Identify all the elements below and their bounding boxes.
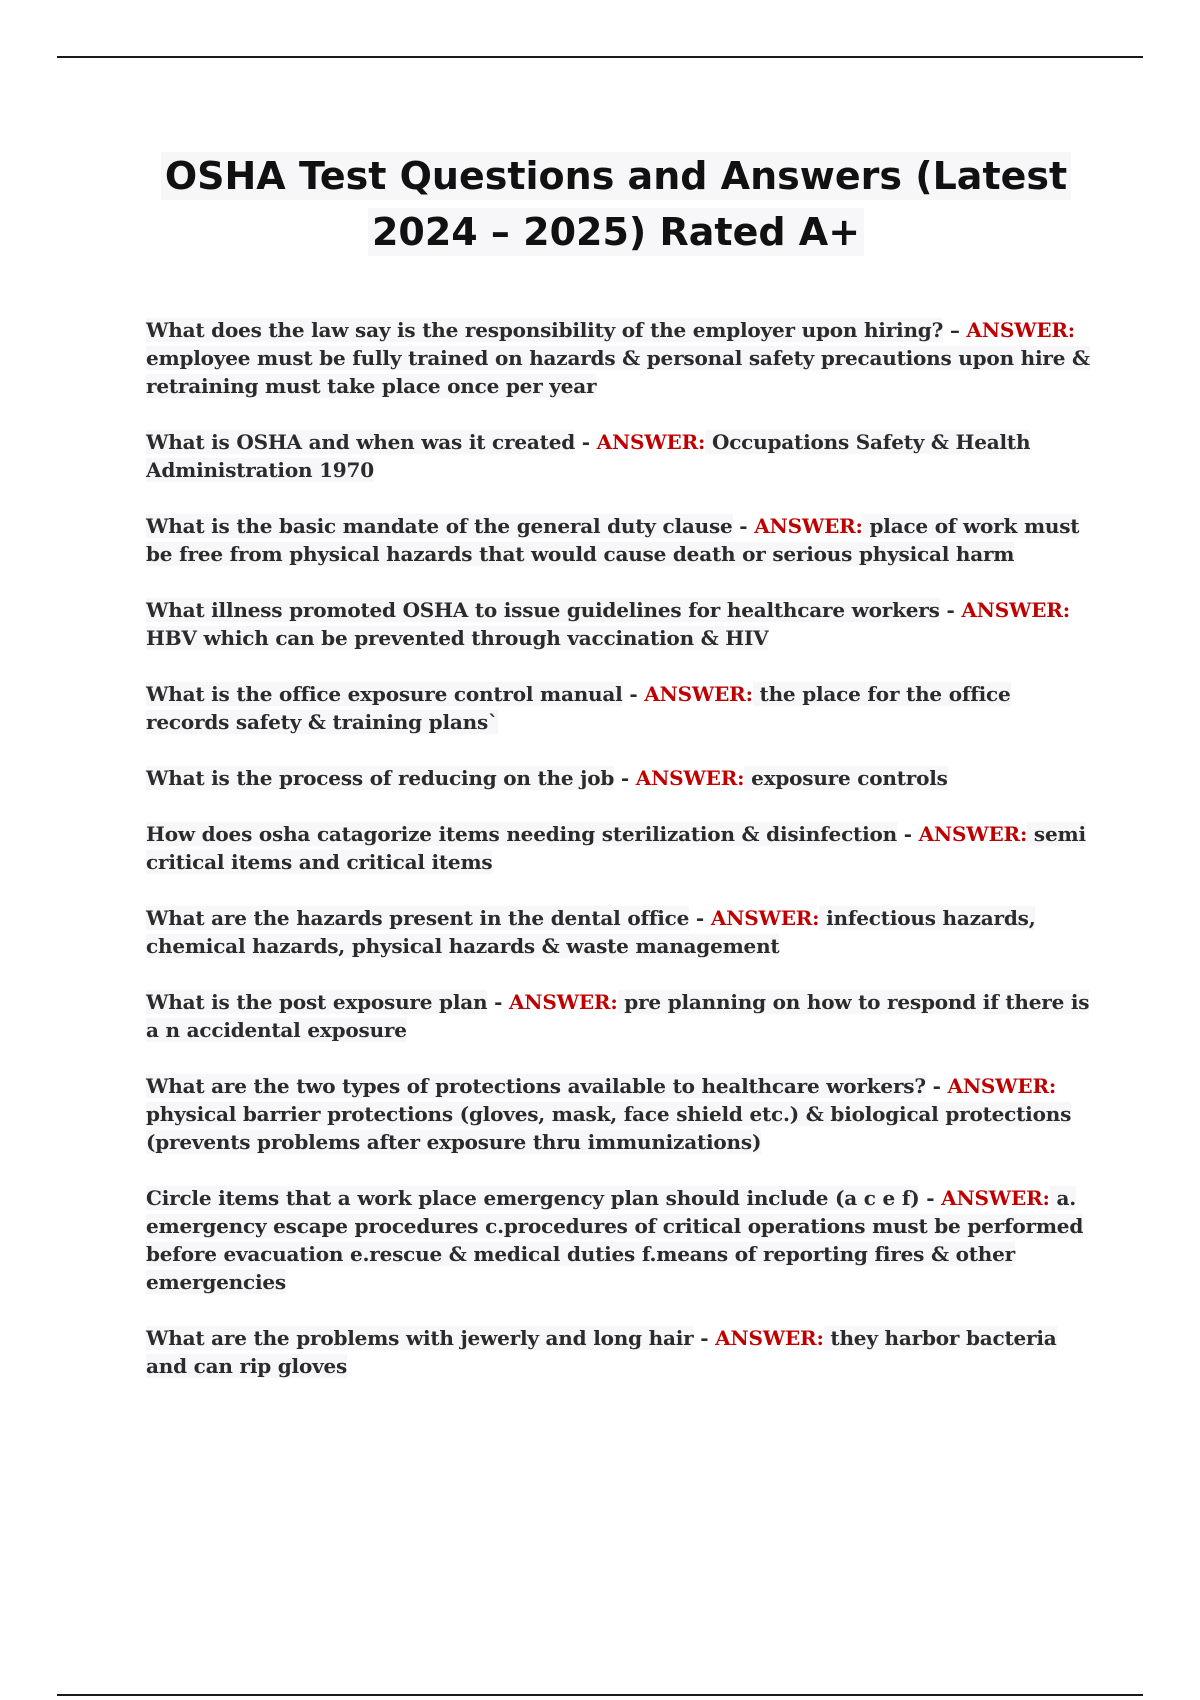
question-text: What are the problems with jewerly and long hair: [146, 1326, 694, 1350]
separator: -: [925, 1074, 948, 1098]
answer-label: ANSWER:: [918, 822, 1028, 846]
answer-label: ANSWER:: [941, 1186, 1050, 1210]
separator: -: [614, 766, 636, 790]
separator: –: [943, 318, 967, 342]
answer-label: ANSWER:: [715, 1326, 824, 1350]
question-text: What does the law say is the responsibility of the employer upon hiring?: [146, 318, 944, 342]
qa-item: [146, 512, 1094, 568]
question-text: What is the basic mandate of the general duty clause: [146, 514, 733, 538]
qa-item: [146, 1184, 1094, 1296]
qa-item: [146, 764, 1094, 792]
qa-list: [146, 316, 1094, 1408]
separator: -: [622, 682, 645, 706]
answer-text: Occupations Safety & Health Administration 1970: [146, 430, 1031, 482]
top-rule: [57, 56, 1143, 58]
answer-label: ANSWER:: [596, 430, 706, 454]
answer-text: HBV which can be prevented through vaccination & HIV: [146, 626, 769, 650]
answer-label: ANSWER:: [644, 682, 753, 706]
question-text: What illness promoted OSHA to issue guidelines for healthcare workers: [146, 598, 940, 622]
qa-item: [146, 316, 1094, 400]
question-text: What is OSHA and when was it created: [146, 430, 576, 454]
answer-text: pre planning on how to respond if there is a n accidental exposure: [146, 990, 1090, 1042]
separator: -: [487, 990, 509, 1014]
answer-text: the place for the office records safety & training plans`: [146, 682, 1011, 734]
page-title: [146, 148, 1086, 260]
separator: -: [689, 906, 711, 930]
qa-item: [146, 428, 1094, 484]
qa-item: [146, 904, 1094, 960]
qa-item: [146, 1324, 1094, 1380]
answer-label: ANSWER:: [508, 990, 618, 1014]
separator: -: [896, 822, 919, 846]
answer-label: ANSWER:: [961, 598, 1070, 622]
separator: -: [693, 1326, 716, 1350]
question-text: What are the two types of protections available to healthcare workers?: [146, 1074, 926, 1098]
answer-label: ANSWER:: [710, 906, 820, 930]
answer-label: ANSWER:: [635, 766, 745, 790]
answer-label: ANSWER:: [754, 514, 863, 538]
answer-label: ANSWER:: [947, 1074, 1057, 1098]
qa-item: [146, 820, 1094, 876]
title-line-1: OSHA Test Questions and Answers (Latest: [161, 152, 1071, 200]
answer-text: place of work must be free from physical hazards that would cause death or serious physical harm: [146, 514, 1080, 566]
separator: -: [732, 514, 755, 538]
answer-label: ANSWER:: [966, 318, 1075, 342]
answer-text: infectious hazards, chemical hazards, physical hazards & waste management: [146, 906, 1036, 958]
separator: -: [575, 430, 597, 454]
question-text: What are the hazards present in the dental office: [146, 906, 690, 930]
separator: -: [919, 1186, 942, 1210]
title-line-2: 2024 – 2025) Rated A+: [368, 208, 864, 256]
qa-item: [146, 988, 1094, 1044]
answer-text: semi critical items and critical items: [146, 822, 1086, 874]
bottom-rule: [57, 1694, 1143, 1696]
answer-text: they harbor bacteria and can rip gloves: [146, 1326, 1057, 1378]
qa-item: [146, 596, 1094, 652]
qa-item: [146, 1072, 1094, 1156]
answer-text: employee must be fully trained on hazards & personal safety precautions upon hire & retraining must take place once per year: [146, 346, 1090, 398]
qa-item: [146, 680, 1094, 736]
question-text: What is the process of reducing on the job: [146, 766, 615, 790]
question-text: How does osha catagorize items needing sterilization & disinfection: [146, 822, 897, 846]
answer-text: a. emergency escape procedures c.procedures of critical operations must be performed before evacuation e.rescue & medical duties f.means of reporting fires & other emergencies: [146, 1186, 1084, 1294]
question-text: What is the office exposure control manual: [146, 682, 623, 706]
separator: -: [939, 598, 962, 622]
answer-text: physical barrier protections (gloves, mask, face shield etc.) & biological protections (prevents problems after exposure thru immunizations): [146, 1102, 1072, 1154]
answer-text: exposure controls: [744, 766, 948, 790]
question-text: Circle items that a work place emergency plan should include (a c e f): [146, 1186, 920, 1210]
question-text: What is the post exposure plan: [146, 990, 488, 1014]
